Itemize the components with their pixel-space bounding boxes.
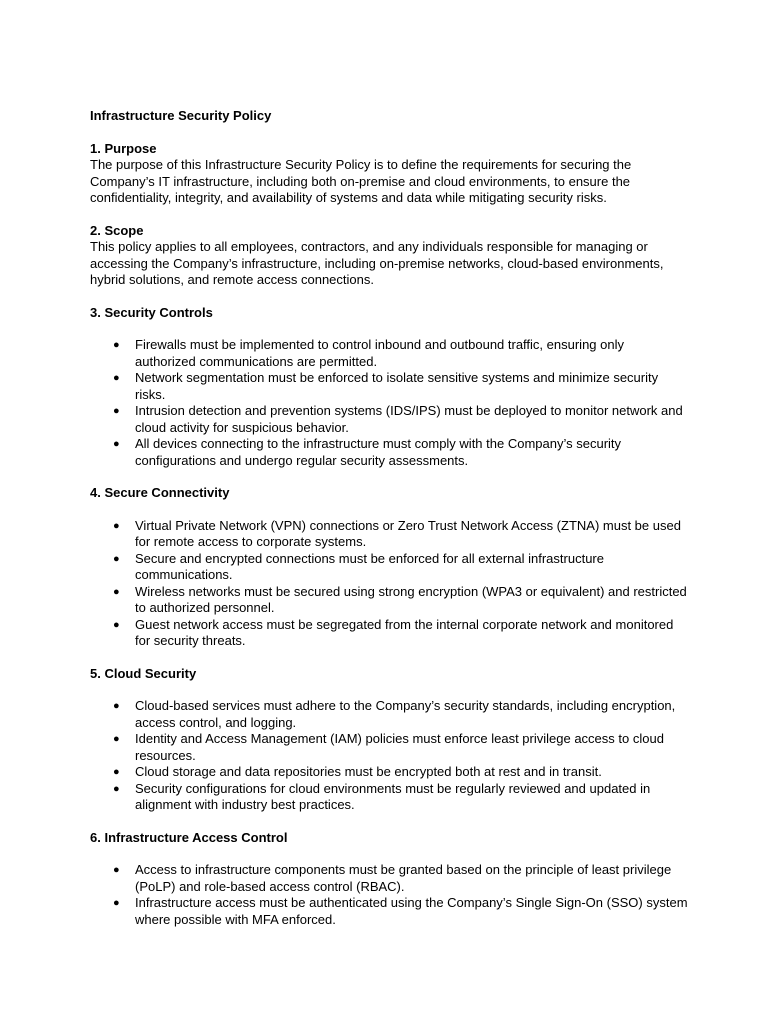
list-item-text: Guest network access must be segregated from the internal corporate network and monitored for security threats. bbox=[135, 616, 674, 648]
list-item-text: Intrusion detection and prevention systems (IDS/IPS) must be deployed to monitor network and cloud activity for suspicious behavior. bbox=[135, 403, 683, 435]
bullet-icon: ● bbox=[113, 618, 120, 631]
section-security-controls bbox=[90, 305, 688, 470]
bullet-icon: ● bbox=[113, 339, 120, 351]
list-item-text: Cloud-based services must adhere to the Company’s security standards, including encryption, access control, and logging. bbox=[135, 698, 676, 730]
section-paragraph: This policy applies to all employees, contractors, and any individuals responsible for managing or accessing the Company’s infrastructure, including on-premise networks, cloud-based environments, hybrid solutions, and remote access connections. bbox=[90, 239, 664, 287]
bullet-list bbox=[90, 862, 688, 928]
list-item bbox=[113, 370, 688, 403]
list-item-text: Virtual Private Network (VPN) connections or Zero Trust Network Access (ZTNA) must be used for remote access to corporate systems. bbox=[135, 517, 681, 549]
list-item bbox=[113, 403, 688, 436]
section-heading: 5. Cloud Security bbox=[90, 665, 197, 681]
bullet-icon: ● bbox=[113, 897, 120, 909]
bullet-list bbox=[90, 337, 688, 469]
list-item-text: Cloud storage and data repositories must be encrypted both at rest and in transit. bbox=[135, 764, 602, 779]
list-item bbox=[113, 616, 688, 650]
list-item bbox=[113, 517, 688, 551]
list-item bbox=[113, 550, 688, 584]
bullet-icon: ● bbox=[113, 733, 120, 745]
bullet-icon: ● bbox=[113, 700, 120, 712]
bullet-icon: ● bbox=[113, 864, 120, 876]
bullet-list bbox=[90, 518, 688, 650]
list-item bbox=[113, 583, 688, 617]
section-scope bbox=[90, 223, 688, 289]
section-heading: 3. Security Controls bbox=[90, 304, 213, 320]
list-item bbox=[113, 895, 688, 928]
list-item bbox=[113, 731, 688, 764]
document-title: Infrastructure Security Policy bbox=[90, 108, 272, 123]
section-heading: 4. Secure Connectivity bbox=[90, 485, 230, 500]
bullet-icon: ● bbox=[113, 519, 120, 532]
list-item bbox=[113, 337, 688, 370]
bullet-icon: ● bbox=[113, 372, 120, 384]
list-item-text: All devices connecting to the infrastructure must comply with the Company’s security configurations and undergo regular security assessments. bbox=[135, 436, 622, 468]
list-item bbox=[113, 862, 688, 895]
list-item-text: Infrastructure access must be authenticated using the Company’s Single Sign-On (SSO) system where possible with MFA enforced. bbox=[135, 895, 688, 927]
list-item bbox=[113, 764, 688, 781]
bullet-list bbox=[90, 698, 688, 814]
list-item bbox=[113, 698, 688, 731]
section-paragraph: The purpose of this Infrastructure Security Policy is to define the requirements for securing the Company’s IT infrastructure, including both on-premise and cloud environments, to ensure the confidentiality, integrity, and availability of systems and data while mitigating security risks. bbox=[90, 157, 632, 205]
section-infrastructure-access-control bbox=[90, 830, 688, 929]
bullet-icon: ● bbox=[113, 438, 120, 450]
list-item bbox=[113, 436, 688, 469]
section-secure-connectivity bbox=[90, 485, 688, 650]
bullet-icon: ● bbox=[113, 766, 120, 778]
list-item-text: Identity and Access Management (IAM) policies must enforce least privilege access to cloud resources. bbox=[135, 731, 664, 763]
list-item-text: Network segmentation must be enforced to isolate sensitive systems and minimize security risks. bbox=[135, 370, 659, 402]
list-item bbox=[113, 780, 688, 814]
list-item-text: Secure and encrypted connections must be enforced for all external infrastructure communications. bbox=[135, 550, 604, 582]
section-heading: 1. Purpose bbox=[90, 140, 157, 156]
bullet-icon: ● bbox=[113, 585, 120, 598]
list-item-text: Access to infrastructure components must be granted based on the principle of least privilege (PoLP) and role-based access control (RBAC). bbox=[135, 862, 672, 894]
list-item-text: Wireless networks must be secured using strong encryption (WPA3 or equivalent) and restricted to authorized personnel. bbox=[135, 583, 687, 615]
bullet-icon: ● bbox=[113, 405, 120, 417]
bullet-icon: ● bbox=[113, 552, 120, 565]
section-heading: 2. Scope bbox=[90, 222, 144, 238]
list-item-text: Firewalls must be implemented to control inbound and outbound traffic, ensuring only authorized communications are permitted. bbox=[135, 337, 624, 369]
bullet-icon: ● bbox=[113, 782, 120, 795]
section-purpose bbox=[90, 141, 688, 207]
list-item-text: Security configurations for cloud environments must be regularly reviewed and updated in alignment with industry best practices. bbox=[135, 780, 651, 812]
section-heading: 6. Infrastructure Access Control bbox=[90, 829, 288, 845]
section-cloud-security bbox=[90, 666, 688, 814]
